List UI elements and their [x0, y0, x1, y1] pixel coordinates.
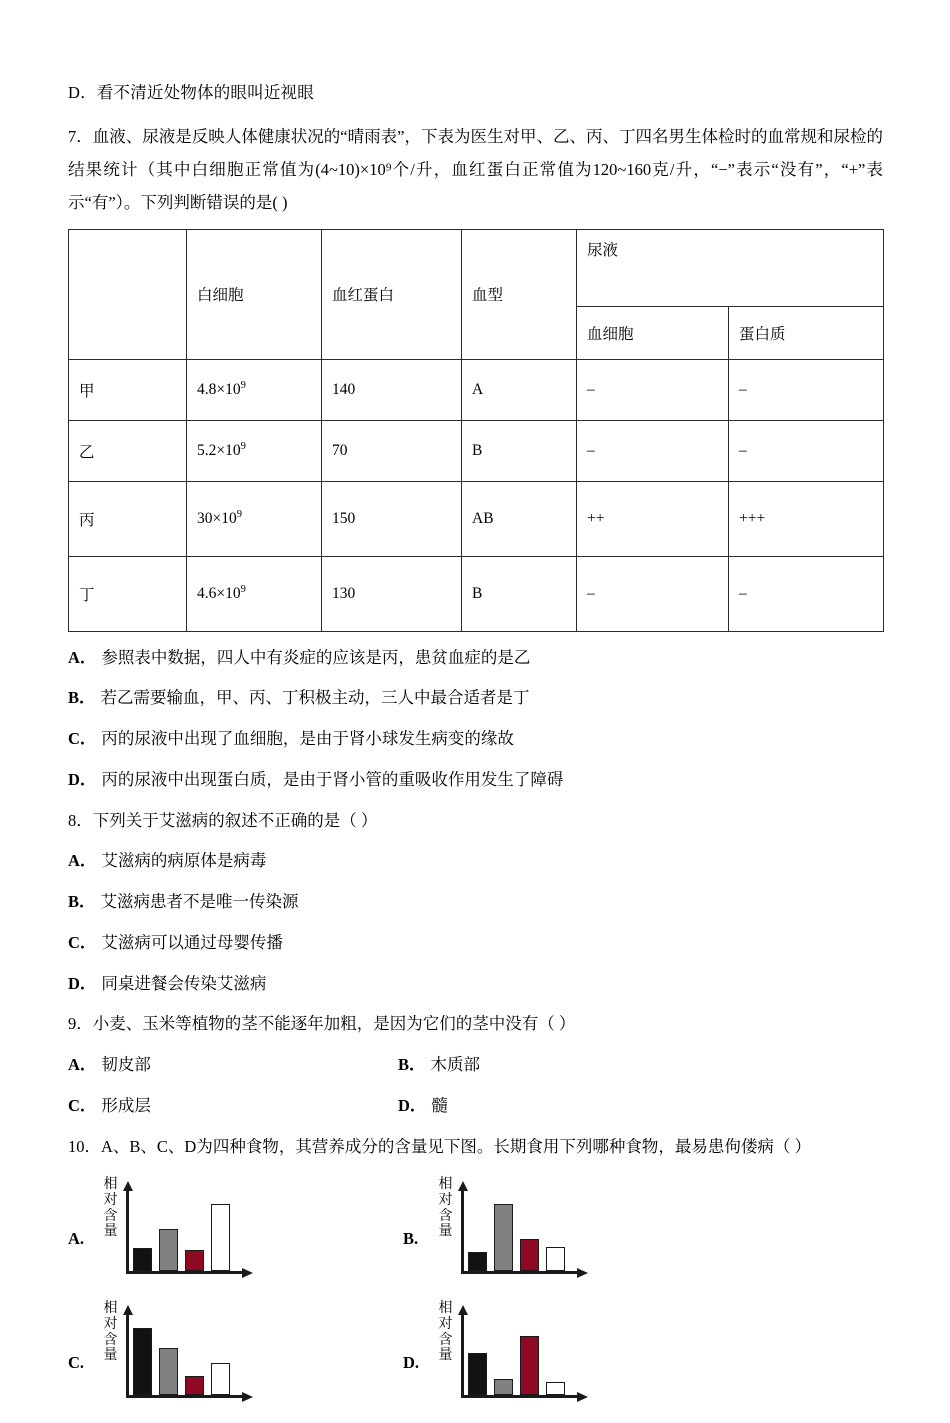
option-label: A．	[68, 647, 97, 667]
bar-dark-red	[185, 1250, 204, 1271]
chart-letter-c: C.	[68, 1353, 85, 1373]
question-8-stem	[68, 809, 883, 834]
row-wbc	[187, 359, 322, 420]
question-7-stem-text: 血液、尿液是反映人体健康状况的“晴雨表”，下表为医生对甲、乙、丙、丁四名男生体检时的血常规和尿检的结果统计（其中白细胞正常值为(4~10)×10⁹个/升，血红蛋白正常值为120~160克/升，“−”表示“没有”，“+”表示“有”）。下列判断错误的是( )	[68, 126, 884, 212]
y-label-char: 对	[438, 1192, 453, 1208]
y-label-char: 量	[103, 1224, 118, 1240]
row-wbc	[187, 481, 322, 556]
bar-white	[546, 1382, 565, 1395]
question-9-option-a	[68, 1053, 398, 1078]
bar-chart-a	[102, 1175, 282, 1287]
chart-option-d	[403, 1299, 738, 1411]
y-label-char: 对	[438, 1316, 453, 1332]
chart-letter-d: D.	[403, 1353, 420, 1373]
y-label-char: 相	[438, 1177, 453, 1193]
table-row	[69, 481, 884, 556]
y-label-char: 相	[438, 1301, 453, 1317]
question-9-stem-text: 小麦、玉米等植物的茎不能逐年加粗，是因为它们的茎中没有（ ）	[92, 1014, 576, 1034]
option-label: C．	[68, 1095, 97, 1115]
bar-black	[133, 1248, 152, 1271]
chart-row-bottom	[68, 1299, 883, 1411]
table-row	[69, 359, 884, 420]
question-8-option-c	[68, 931, 883, 956]
question-9-number: 9．	[68, 1014, 93, 1034]
question-7-option-d	[68, 768, 883, 793]
option-text: 艾滋病可以通过母婴传播	[101, 932, 283, 952]
row-urine-cells: –	[577, 556, 729, 631]
option-label: A．	[68, 851, 97, 871]
y-label-char: 相	[103, 1301, 118, 1317]
wbc-exponent: 9	[240, 440, 246, 452]
x-axis-line	[461, 1271, 579, 1274]
option-text: 丙的尿液中出现蛋白质，是由于肾小管的重吸收作用发生了障碍	[101, 769, 564, 789]
header-urine-protein: 蛋白质	[729, 306, 884, 359]
row-name: 丙	[69, 481, 187, 556]
question-7-stem	[68, 120, 883, 219]
row-hemoglobin: 130	[322, 556, 462, 631]
plot-area	[461, 1179, 611, 1283]
wbc-exponent: 9	[240, 379, 246, 391]
bar-chart-c	[102, 1299, 282, 1411]
option-label: B．	[68, 892, 96, 912]
bar-white	[211, 1204, 230, 1271]
header-urine: 尿液	[577, 229, 884, 306]
option-label: D．	[398, 1095, 427, 1115]
y-axis-label	[437, 1177, 454, 1240]
option-text: 艾滋病患者不是唯一传染源	[100, 892, 299, 912]
question-9-option-c	[68, 1094, 398, 1119]
row-urine-protein: +++	[729, 481, 884, 556]
bar-gray	[494, 1379, 513, 1395]
chart-letter-a: A.	[68, 1229, 85, 1249]
chart-row-top	[68, 1175, 883, 1287]
bars-c	[133, 1313, 245, 1395]
table-header-row-1	[69, 229, 884, 306]
chart-option-a	[68, 1175, 403, 1287]
y-axis-line	[126, 1313, 129, 1397]
row-blood-type: AB	[462, 481, 577, 556]
y-label-char: 量	[438, 1224, 453, 1240]
y-axis-line	[126, 1189, 129, 1273]
option-text: 形成层	[101, 1095, 151, 1115]
header-urine-cells: 血细胞	[577, 306, 729, 359]
x-axis-line	[126, 1271, 244, 1274]
wbc-mantissa: 4.6×10	[197, 585, 241, 603]
option-text: 同桌进餐会传染艾滋病	[101, 973, 267, 993]
bar-dark-red	[185, 1376, 204, 1396]
question-10-stem	[68, 1135, 883, 1160]
option-label: B．	[68, 688, 96, 708]
row-name: 乙	[69, 420, 187, 481]
plot-area	[126, 1303, 276, 1407]
wbc-exponent: 9	[236, 508, 242, 520]
bar-black	[133, 1328, 152, 1395]
option-text: 参照表中数据，四人中有炎症的应该是丙，患贫血症的是乙	[101, 647, 531, 667]
y-axis-label	[102, 1301, 119, 1364]
y-label-char: 对	[103, 1192, 118, 1208]
y-axis-label	[102, 1177, 119, 1240]
option-label: C．	[68, 932, 97, 952]
y-axis-line	[461, 1313, 464, 1397]
bar-black	[468, 1353, 487, 1396]
bar-gray	[494, 1204, 513, 1271]
y-axis-arrow-icon	[123, 1181, 133, 1191]
question-8-option-b	[68, 890, 883, 915]
header-blood-type: 血型	[462, 229, 577, 359]
plot-area	[126, 1179, 276, 1283]
question-9-option-d	[398, 1094, 728, 1119]
option-text: 木质部	[430, 1055, 481, 1075]
option-text: 丙的尿液中出现了血细胞，是由于肾小球发生病变的缘故	[101, 729, 514, 749]
plot-area	[461, 1303, 611, 1407]
row-urine-cells: –	[577, 420, 729, 481]
option-label: C．	[68, 729, 97, 749]
wbc-mantissa: 5.2×10	[197, 442, 241, 460]
question-9-options-row-2	[68, 1094, 883, 1119]
bar-gray	[159, 1348, 178, 1396]
row-urine-protein: –	[729, 420, 884, 481]
table-row	[69, 556, 884, 631]
y-axis-arrow-icon	[458, 1181, 468, 1191]
header-wbc: 白细胞	[187, 229, 322, 359]
question-8-option-a	[68, 849, 883, 874]
y-label-char: 相	[103, 1177, 118, 1193]
row-urine-cells: ++	[577, 481, 729, 556]
y-label-char: 量	[103, 1348, 118, 1364]
question-10-charts	[68, 1175, 883, 1411]
question-9-stem	[68, 1012, 883, 1037]
bar-chart-b	[437, 1175, 617, 1287]
bar-gray	[159, 1229, 178, 1272]
bar-chart-d	[437, 1299, 617, 1411]
option-text: 韧皮部	[101, 1055, 151, 1075]
bars-b	[468, 1189, 580, 1271]
question-8-option-d	[68, 972, 883, 997]
option-label: B．	[398, 1055, 426, 1075]
row-hemoglobin: 150	[322, 481, 462, 556]
row-blood-type: B	[462, 420, 577, 481]
table-row	[69, 420, 884, 481]
row-name: 丁	[69, 556, 187, 631]
y-label-char: 含	[438, 1332, 453, 1348]
chart-option-b	[403, 1175, 738, 1287]
y-label-char: 含	[438, 1208, 453, 1224]
wbc-mantissa: 30×10	[197, 510, 237, 528]
y-axis-line	[461, 1189, 464, 1273]
row-hemoglobin: 140	[322, 359, 462, 420]
option-label: D．	[68, 769, 97, 789]
option-label: A．	[68, 1055, 97, 1075]
row-urine-protein: –	[729, 556, 884, 631]
x-axis-line	[126, 1395, 244, 1398]
option-text: 若乙需要输血，甲、丙、丁积极主动，三人中最合适者是丁	[100, 688, 530, 708]
bars-a	[133, 1189, 245, 1271]
wbc-exponent: 9	[240, 583, 246, 595]
question-7-number: 7．	[68, 126, 93, 146]
chart-option-c	[68, 1299, 403, 1411]
question-7-option-c	[68, 727, 883, 752]
x-axis-line	[461, 1395, 579, 1398]
row-hemoglobin: 70	[322, 420, 462, 481]
y-label-char: 含	[103, 1208, 118, 1224]
row-blood-type: B	[462, 556, 577, 631]
bar-white	[546, 1247, 565, 1272]
lead-option-d: D．看不清近处物体的眼叫近视眼	[68, 83, 314, 102]
wbc-mantissa: 4.8×10	[197, 381, 241, 399]
chart-letter-b: B.	[403, 1229, 419, 1249]
row-wbc	[187, 420, 322, 481]
y-label-char: 量	[438, 1348, 453, 1364]
row-urine-cells: –	[577, 359, 729, 420]
row-urine-protein: –	[729, 359, 884, 420]
question-7-option-b	[68, 686, 883, 711]
row-blood-type: A	[462, 359, 577, 420]
y-axis-arrow-icon	[458, 1305, 468, 1315]
bar-dark-red	[520, 1239, 539, 1272]
question-9-options-row-1	[68, 1053, 883, 1078]
y-label-char: 对	[103, 1316, 118, 1332]
option-text: 艾滋病的病原体是病毒	[101, 851, 267, 871]
question-7-option-a	[68, 646, 883, 671]
page-content	[68, 80, 883, 1423]
y-axis-label	[437, 1301, 454, 1364]
option-label: D．	[68, 973, 97, 993]
table-corner-cell	[69, 229, 187, 359]
y-axis-arrow-icon	[123, 1305, 133, 1315]
row-name: 甲	[69, 359, 187, 420]
option-text: 髓	[431, 1095, 448, 1115]
y-label-char: 含	[103, 1332, 118, 1348]
bar-black	[468, 1252, 487, 1272]
question-10-stem-text: A、B、C、D为四种食物，其营养成分的含量见下图。长期食用下列哪种食物，最易患佝偻病（ ）	[101, 1136, 811, 1156]
bar-dark-red	[520, 1336, 539, 1395]
bars-d	[468, 1313, 580, 1395]
row-wbc	[187, 556, 322, 631]
question-8-stem-text: 下列关于艾滋病的叙述不正确的是（ ）	[92, 810, 378, 830]
question-9-option-b	[398, 1053, 728, 1078]
bar-white	[211, 1363, 230, 1396]
question-10-number: 10．	[68, 1136, 101, 1156]
blood-urine-table	[68, 229, 884, 632]
question-8-number: 8．	[68, 810, 93, 830]
header-hemoglobin: 血红蛋白	[322, 229, 462, 359]
